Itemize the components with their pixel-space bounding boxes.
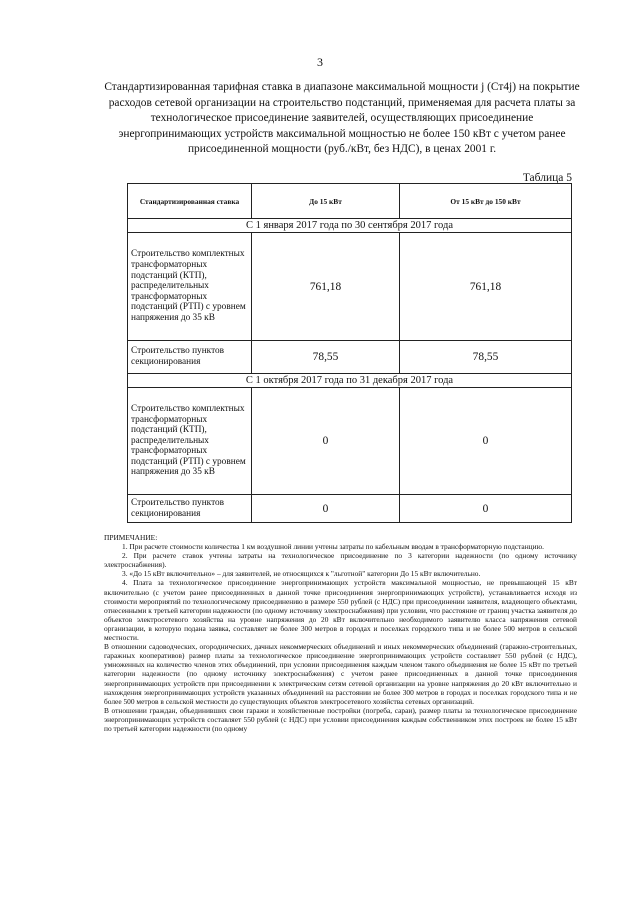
period-label: С 1 октября 2017 года по 31 декабря 2017 года bbox=[128, 374, 572, 388]
notes-heading: ПРИМЕЧАНИЕ: bbox=[104, 533, 158, 542]
note-paragraph-associations: В отношении садоводческих, огороднических, дачных некоммерческих объединений и иных некоммерческих объединений (гаражно-строительных, гаражных кооперативов) размер платы за технологическое присоединение энергопринимающих устройств составляет 550 рублей (с НДС), умноженных на количество членов этих объединений, при условии присоединения каждым членом такого объединения не более 15 кВт по третьей категории надежности (по одному источнику электроснабжения) с учетом ранее присоединенных в данной точке присоединения энергопринимающих устройств при присоединении к электрическим сетям сетевой организации на уровне напряжения до 20 кВт включительно и нахождения энергопринимающих устройств указанных объединений на расстоянии не более 300 метров в городах и поселках городского типа и не более 500 метров в сельской местности до существующих объектов электросетевого хозяйства сетевых организаций. bbox=[104, 642, 577, 706]
row-value-15-to-150: 0 bbox=[400, 388, 572, 495]
row-description: Строительство комплектных трансформаторных подстанций (КТП), распределительных трансформаторных подстанций (РТП) с уровнем напряжения до 35 кВ bbox=[128, 388, 252, 495]
note-1: 1. При расчете стоимости количества 1 км воздушной линии учтены затраты по кабельным вводам в трансформаторную подстанцию. bbox=[122, 542, 544, 552]
note-paragraph-citizens: В отношении граждан, объединивших свои гаражи и хозяйственные постройки (погреба, сараи), размер платы за технологическое присоединение энергопринимающих устройств составляет 550 рублей (с НДС) при условии присоединения каждым собственником этих построек не более 15 кВт по третьей категории надежности (по одному bbox=[104, 705, 577, 733]
row-description: Строительство пунктов секционирования bbox=[128, 495, 252, 523]
header-15-to-150: От 15 кВт до 150 кВт bbox=[400, 184, 572, 219]
period-row bbox=[128, 219, 572, 233]
row-value-15-to-150: 78,55 bbox=[400, 341, 572, 374]
note-4: 4. Плата за технологическое присоединение энергопринимающих устройств максимальной мощностью, не превышающей 15 кВт включительно (с учетом ранее присоединенных в данной точке присоединения энергопринимающих устройств), устанавливается исходя из стоимости мероприятий по технологическому присоединению в размере 550 рублей (с НДС) при присоединении заявителя, владеющего объектами, отнесенными к третьей категории надежности (по одному источнику электроснабжения) при условии, что расстояние от границ участка заявителя до объектов электросетевого хозяйства на уровне напряжения до 20 кВт включительно необходимого заявителю класса напряжения сетевой организации, в которую подана заявка, составляет не более 300 метров в городах и поселках городского типа и не более 500 метров в сельской местности. bbox=[104, 578, 577, 643]
table-row bbox=[128, 233, 572, 341]
header-up-to-15: До 15 кВт bbox=[252, 184, 400, 219]
table-label: Таблица 5 bbox=[522, 172, 572, 184]
table-row bbox=[128, 388, 572, 495]
note-2: 2. При расчете ставок учтены затраты на технологическое присоединение по 3 категории надежности (по одному источнику электроснабжения). bbox=[104, 551, 577, 570]
row-value-up-to-15: 0 bbox=[252, 495, 400, 523]
row-description: Строительство комплектных трансформаторных подстанций (КТП), распределительных трансформаторных подстанций (РТП) с уровнем напряжения до 35 кВ bbox=[128, 233, 252, 341]
row-description: Строительство пунктов секционирования bbox=[128, 341, 252, 374]
tariff-table bbox=[127, 183, 572, 523]
table-header-row bbox=[128, 184, 572, 219]
row-value-up-to-15: 761,18 bbox=[252, 233, 400, 341]
note-3: 3. «До 15 кВт включительно» – для заявителей, не относящихся к "льготной" категории До 15 кВт включительно. bbox=[122, 569, 481, 579]
table-row bbox=[128, 495, 572, 523]
period-row bbox=[128, 374, 572, 388]
table-title: Стандартизированная тарифная ставка в диапазоне максимальной мощности j (Ст4j) на покрытие расходов сетевой организации на строительство подстанций, применяемая для расчета платы за технологическое присоединение заявителей, осуществляющих присоединение энергопринимающих устройств максимальной мощностью не более 150 кВт с учетом ранее присоединенной мощности (руб./кВт, без НДС), в ценах 2001 г. bbox=[104, 81, 580, 155]
row-value-15-to-150: 0 bbox=[400, 495, 572, 523]
page-number: 3 bbox=[317, 55, 323, 69]
notes bbox=[104, 533, 577, 733]
period-label: С 1 января 2017 года по 30 сентября 2017 года bbox=[128, 219, 572, 233]
row-value-up-to-15: 0 bbox=[252, 388, 400, 495]
table-row bbox=[128, 341, 572, 374]
row-value-up-to-15: 78,55 bbox=[252, 341, 400, 374]
header-rate: Стандартизированная ставка bbox=[128, 184, 252, 219]
row-value-15-to-150: 761,18 bbox=[400, 233, 572, 341]
